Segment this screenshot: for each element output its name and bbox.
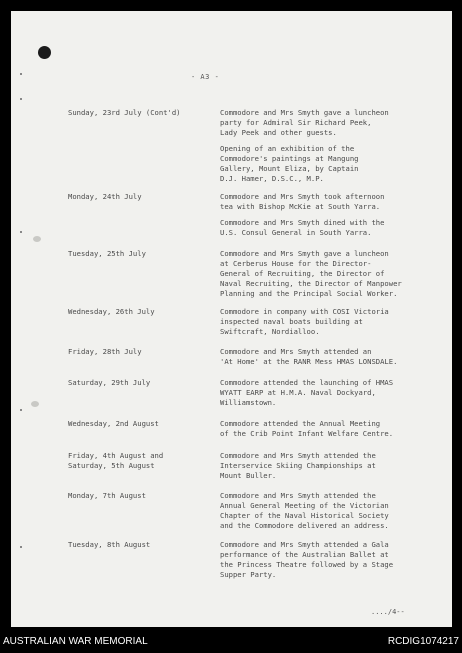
document-page (11, 11, 452, 627)
margin-mark (20, 546, 22, 548)
entry-date: Friday, 4th August and Saturday, 5th August (68, 451, 164, 470)
entry-text: Commodore and Mrs Smyth attended a Gala performance of the Australian Ballet at the Princess Theatre followed by a Stage Supper Party. (220, 540, 394, 579)
entry-date: Wednesday, 2nd August (68, 419, 159, 428)
entry-text: Commodore and Mrs Smyth gave a luncheon at Cerberus House for the Director- General of Recruiting, the Director of Naval Recruiting, the Director of Manpower Planning and the Principal Social Worker. (220, 249, 402, 298)
page-number: - A3 - (191, 73, 220, 81)
footer-institution: AUSTRALIAN WAR MEMORIAL (3, 636, 148, 647)
entry-date: Friday, 28th July (68, 347, 142, 356)
margin-mark (20, 98, 22, 100)
entry-text: Commodore and Mrs Smyth attended the Annual General Meeting of the Victorian Chapter of the Naval Historical Society and the Commodore delivered an address. (220, 491, 389, 530)
entry-date: Sunday, 23rd July (Cont'd) (68, 108, 181, 117)
entry-text: Commodore and Mrs Smyth attended an 'At Home' at the RANR Mess HMAS LONSDALE. (220, 347, 398, 366)
entry-date: Tuesday, 8th August (68, 540, 151, 549)
entry-date: Monday, 24th July (68, 192, 142, 201)
entry-date: Wednesday, 26th July (68, 307, 155, 316)
entry-date: Tuesday, 25th July (68, 249, 146, 258)
continuation-marker: ..../4-- (371, 608, 405, 616)
footer-record-id: RCDIG1074217 (387, 636, 459, 647)
entry-text: Commodore and Mrs Smyth dined with the U.S. Consul General in South Yarra. (220, 218, 385, 237)
entry-text: Commodore and Mrs Smyth took afternoon tea with Bishop McKie at South Yarra. (220, 192, 385, 211)
margin-mark (20, 231, 22, 233)
entry-text: Opening of an exhibition of the Commodore's paintings at Mangung Gallery, Mount Eliza, by Captain D.J. Hamer, D.S.C., M.P. (220, 144, 359, 183)
entry-text: Commodore in company with COSI Victoria inspected naval boats building at Swiftcraft, Nordialloo. (220, 307, 389, 336)
paper-mark (33, 236, 41, 242)
entry-text: Commodore and Mrs Smyth gave a luncheon party for Admiral Sir Richard Peek, Lady Peek and other guests. (220, 108, 389, 137)
entry-text: Commodore attended the launching of HMAS WYATT EARP at H.M.A. Naval Dockyard, Williamstown. (220, 378, 394, 407)
punch-hole (38, 46, 51, 59)
entry-text: Commodore and Mrs Smyth attended the Interservice Skiing Championships at Mount Buller. (220, 451, 376, 480)
paper-mark (31, 401, 39, 407)
entry-date: Monday, 7th August (68, 491, 146, 500)
entry-date: Saturday, 29th July (68, 378, 151, 387)
entry-text: Commodore attended the Annual Meeting of the Crib Point Infant Welfare Centre. (220, 419, 394, 438)
margin-mark (20, 73, 22, 75)
archive-footer (0, 627, 462, 653)
margin-mark (20, 409, 22, 411)
